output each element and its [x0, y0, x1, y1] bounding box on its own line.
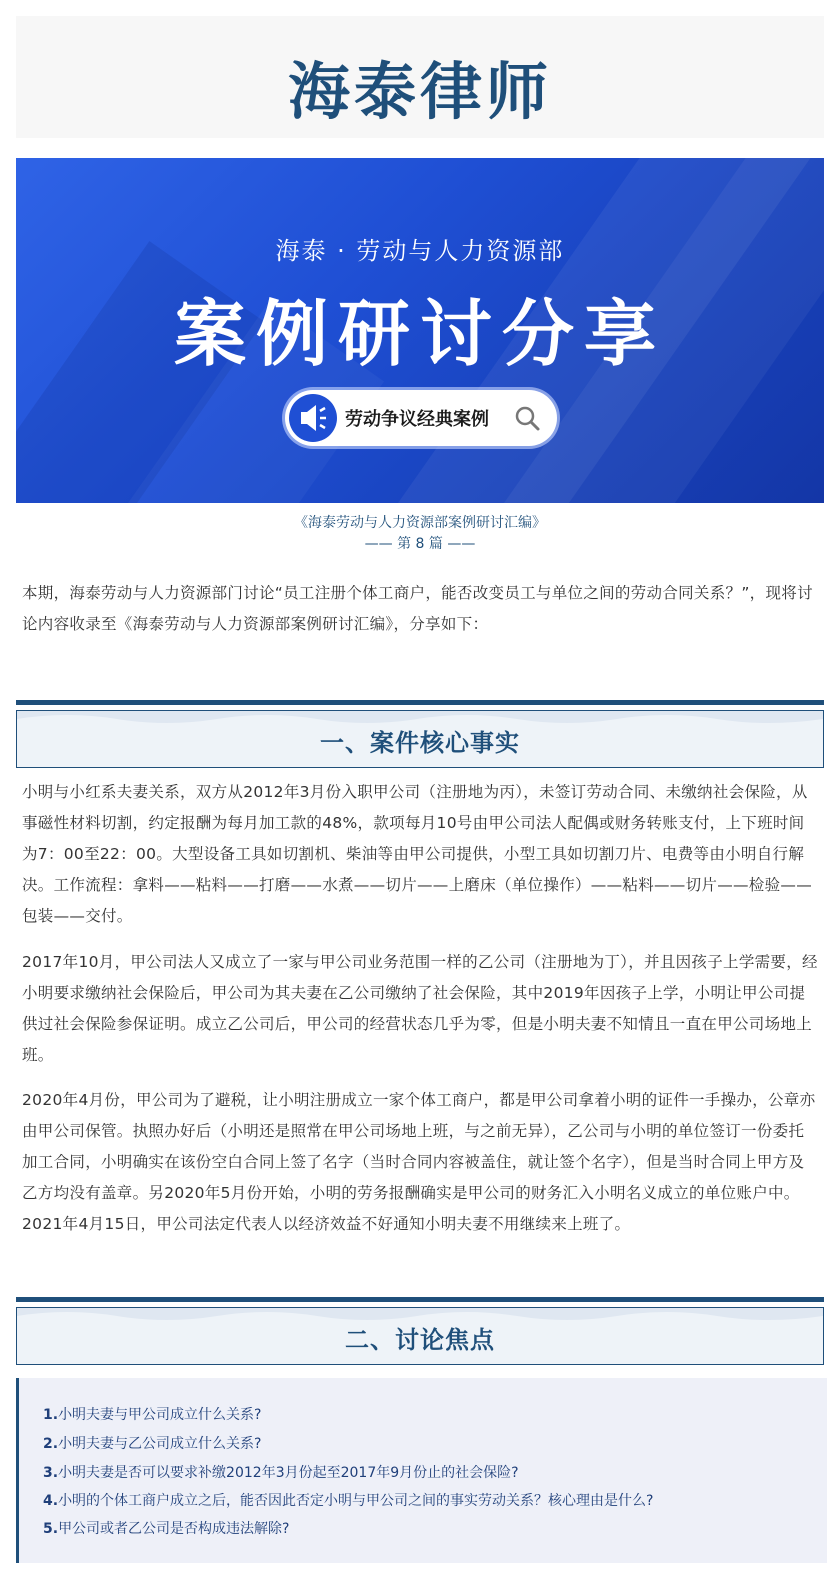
logo: 海泰律师: [287, 55, 552, 128]
fact-paragraph: 2017年10月，甲公司法人又成立了一家与甲公司业务范围一样的乙公司（注册地为丁），并且因孩子上学需要，经小明要求缴纳社会保险后，甲公司为其夫妻在乙公司缴纳了社会保险，其中2019年因孩子上学，小明让甲公司提供过社会保险参保证明。成立乙公司后，甲公司的经营状态几乎为零，但是小明夫妻不知情且一直在甲公司场地上班。: [22, 953, 818, 1064]
focus-list: [16, 1378, 827, 1563]
section-title: 二、讨论焦点: [345, 1326, 495, 1354]
list-item: 2.小明夫妻与乙公司成立什么关系?: [43, 1436, 262, 1452]
list-item: 3.小明夫妻是否可以要求补缴2012年3月份起至2017年9月份止的社会保险?: [43, 1465, 519, 1481]
list-item: 5.甲公司或者乙公司是否构成违法解除?: [43, 1521, 290, 1537]
pill-label: 劳动争议经典案例: [345, 409, 489, 430]
section-header-focus: [16, 1297, 824, 1365]
hero-banner: [16, 158, 824, 503]
fact-paragraph: 2020年4月份，甲公司为了避税，让小明注册成立一家个体工商户，都是甲公司拿着小明的证件一手操办，公章亦由甲公司保管。执照办好后（小明还是照常在甲公司场地上班，与之前无异），乙公司与小明的单位签订一份委托加工合同，小明确实在该份空白合同上签了名字（当时合同内容被盖住，就让签个名字），但是当时合同上甲方及乙方均没有盖章。另2020年5月份开始，小明的劳务报酬确实是甲公司的财务汇入小明名义成立的单位账户中。2021年4月15日，甲公司法定代表人以经济效益不好通知小明夫妻不用继续来上班了。: [22, 1091, 816, 1233]
series-caption: 《海泰劳动与人力资源部案例研讨汇编》: [294, 515, 546, 531]
speaker-icon: [289, 394, 337, 442]
section-title: 一、案件核心事实: [320, 729, 520, 757]
list-item: 4.小明的个体工商户成立之后，能否因此否定小明与甲公司之间的事实劳动关系？核心理由是什么?: [43, 1493, 654, 1509]
search-icon: [513, 404, 541, 436]
intro-paragraph: 本期，海泰劳动与人力资源部门讨论“员工注册个体工商户，能否改变员工与单位之间的劳动合同关系？”，现将讨论内容收录至《海泰劳动与人力资源部案例研讨汇编》，分享如下：: [22, 584, 813, 633]
hero-title: 案例研讨分享: [173, 292, 666, 376]
fact-paragraph: 小明与小红系夫妻关系，双方从2012年3月份入职甲公司（注册地为丙），未签订劳动合同、未缴纳社会保险，从事磁性材料切割，约定报酬为每月加工款的48%，款项每月10号由甲公司法人配偶或财务转账支付，上下班时间为7：00至22：00。大型设备工具如切割机、柴油等由甲公司提供，小型工具如切割刀片、电费等由小明自行解决。工作流程：拿料——粘料——打磨——水煮——切片——上磨床（单位操作）——粘料——切片——检验——包装——交付。: [22, 783, 813, 925]
issue-caption: —— 第 8 篇 ——: [364, 536, 476, 552]
hero-subtitle: 海泰 · 劳动与人力资源部: [275, 237, 565, 265]
section-header-facts: [16, 700, 824, 768]
search-pill: [285, 390, 557, 446]
logo-banner: [16, 16, 824, 138]
list-item: 1.小明夫妻与甲公司成立什么关系?: [43, 1407, 262, 1423]
